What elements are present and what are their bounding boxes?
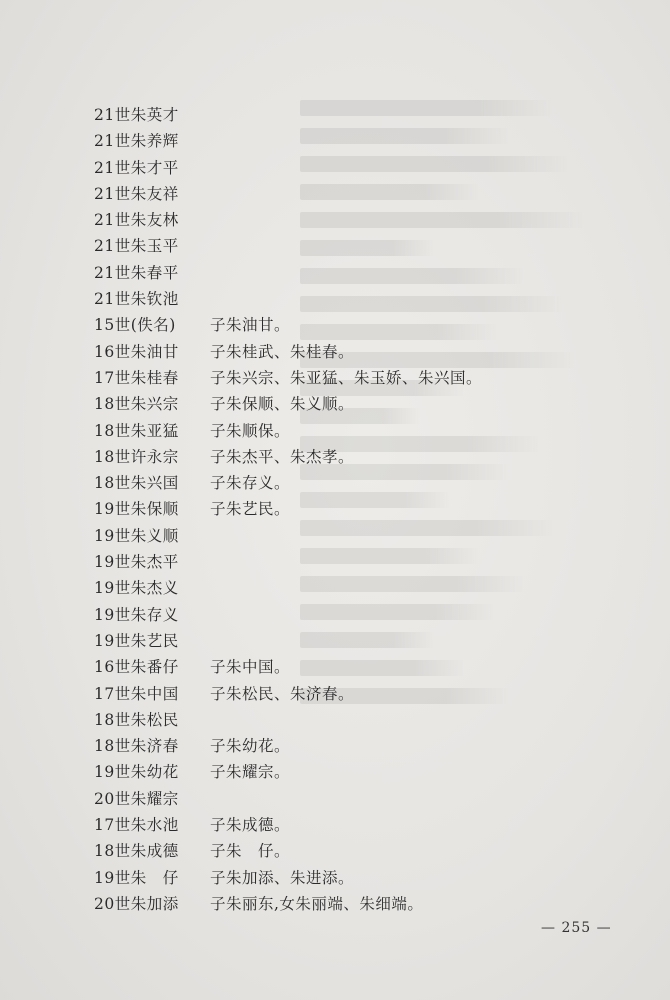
list-item <box>94 470 482 496</box>
person-name: 18世朱济春 <box>94 737 179 756</box>
list-item <box>94 233 482 259</box>
list-item <box>94 549 482 575</box>
children-description: 子朱 仔。 <box>210 842 291 861</box>
list-item <box>94 654 482 680</box>
list-item <box>94 707 482 733</box>
list-item <box>94 155 482 181</box>
person-name: 21世朱友祥 <box>94 184 179 203</box>
list-item <box>94 628 482 654</box>
list-item <box>94 523 482 549</box>
person-name: 15世(佚名) <box>94 316 176 335</box>
person-name: 21世朱英才 <box>94 106 179 124</box>
children-description: 子朱保顺、朱义顺。 <box>210 395 355 414</box>
list-item <box>94 891 482 917</box>
person-name: 18世朱亚猛 <box>94 421 179 440</box>
children-description: 子朱加添、朱进添。 <box>210 868 355 887</box>
children-description: 子朱桂武、朱桂春。 <box>210 342 355 361</box>
children-description: 子朱耀宗。 <box>210 763 291 782</box>
list-item <box>94 391 482 417</box>
person-name: 17世朱中国 <box>94 684 179 703</box>
person-name: 17世朱桂春 <box>94 368 179 387</box>
list-item <box>94 838 482 864</box>
list-item <box>94 812 482 838</box>
genealogy-list <box>94 102 482 917</box>
children-description: 子朱兴宗、朱亚猛、朱玉娇、朱兴国。 <box>210 368 483 387</box>
person-name: 19世朱存义 <box>94 605 179 624</box>
list-item <box>94 444 482 470</box>
list-item <box>94 575 482 601</box>
person-name: 19世朱杰平 <box>94 553 179 572</box>
person-name: 21世朱才平 <box>94 158 179 177</box>
children-description: 子朱顺保。 <box>210 421 291 440</box>
children-description: 子朱幼花。 <box>210 737 291 756</box>
person-name: 18世朱兴宗 <box>94 395 179 414</box>
person-name: 21世朱玉平 <box>94 237 179 256</box>
list-item <box>94 260 482 286</box>
person-name: 18世朱兴国 <box>94 474 179 493</box>
person-name: 19世朱保顺 <box>94 500 179 519</box>
person-name: 21世朱养辉 <box>94 132 179 151</box>
person-name: 19世朱艺民 <box>94 631 179 650</box>
person-name: 18世朱成德 <box>94 842 179 861</box>
person-name: 21世朱春平 <box>94 263 179 282</box>
list-item <box>94 181 482 207</box>
list-item <box>94 786 482 812</box>
children-description: 子朱成德。 <box>210 816 291 835</box>
person-name: 18世朱松民 <box>94 710 179 729</box>
list-item <box>94 128 482 154</box>
person-name: 19世朱杰义 <box>94 579 179 598</box>
children-description: 子朱杰平、朱杰孝。 <box>210 447 355 466</box>
children-description: 子朱丽东,女朱丽端、朱细端。 <box>210 894 424 913</box>
list-item <box>94 312 482 338</box>
page-number: — 255 — <box>541 920 612 936</box>
children-description: 子朱存义。 <box>210 474 291 493</box>
person-name: 21世朱钦池 <box>94 290 179 309</box>
children-description: 子朱中国。 <box>210 658 291 677</box>
list-item <box>94 365 482 391</box>
list-item <box>94 496 482 522</box>
person-name: 19世朱幼花 <box>94 763 179 782</box>
person-name: 21世朱友林 <box>94 211 179 230</box>
list-item <box>94 733 482 759</box>
list-item <box>94 681 482 707</box>
children-description: 子朱松民、朱济春。 <box>210 684 355 703</box>
person-name: 18世许永宗 <box>94 447 179 466</box>
person-name: 20世朱加添 <box>94 894 179 913</box>
person-name: 20世朱耀宗 <box>94 789 179 808</box>
list-item <box>94 102 482 128</box>
person-name: 16世朱油甘 <box>94 342 179 361</box>
person-name: 19世朱 仔 <box>94 868 179 887</box>
children-description: 子朱油甘。 <box>210 316 291 335</box>
list-item <box>94 759 482 785</box>
list-item <box>94 865 482 891</box>
list-item <box>94 602 482 628</box>
list-item <box>94 418 482 444</box>
list-item <box>94 207 482 233</box>
list-item <box>94 339 482 365</box>
person-name: 16世朱番仔 <box>94 658 179 677</box>
children-description: 子朱艺民。 <box>210 500 291 519</box>
person-name: 17世朱水池 <box>94 816 179 835</box>
list-item <box>94 286 482 312</box>
person-name: 19世朱义顺 <box>94 526 179 545</box>
